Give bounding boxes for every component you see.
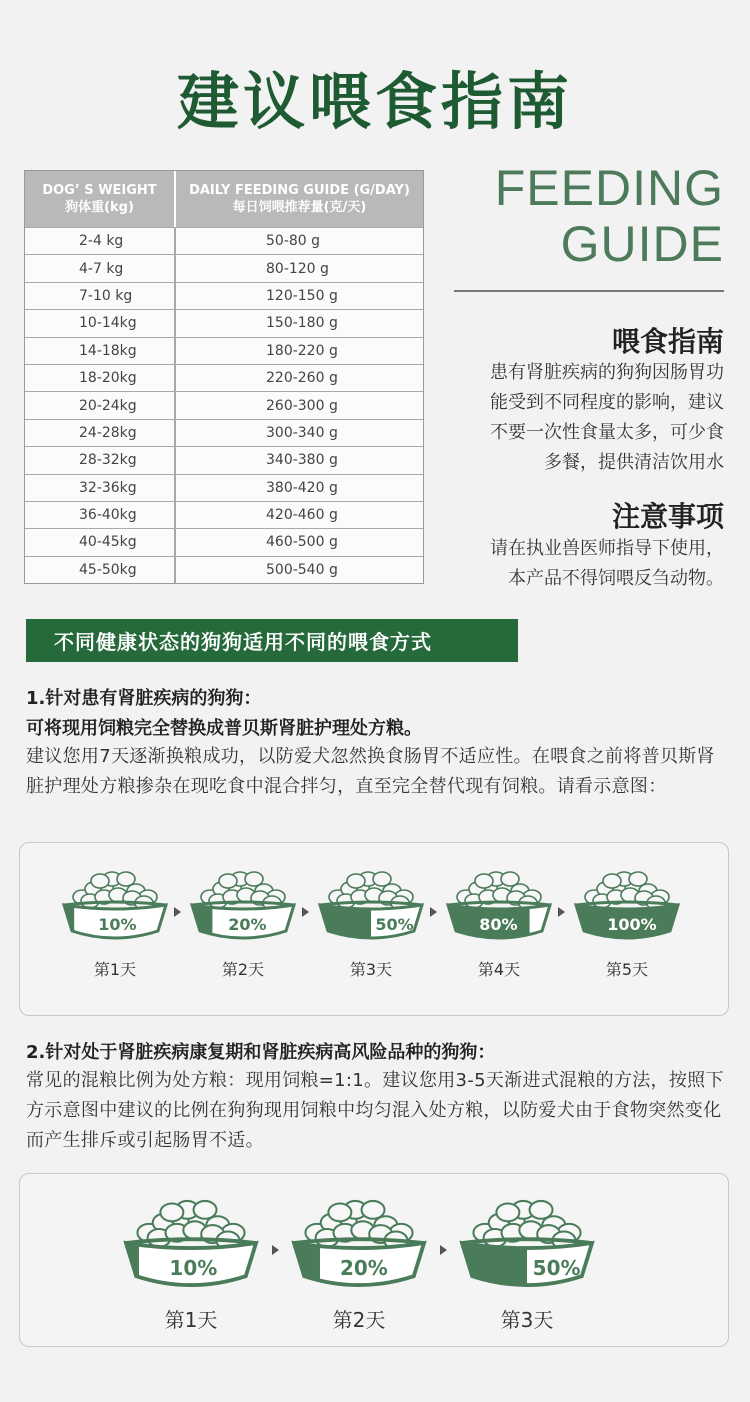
section1-heading1: 1.针对患有肾脏疾病的狗狗： [26, 688, 262, 709]
notice-line: 请在执业兽医师指导下使用， [490, 538, 724, 559]
table-row [25, 227, 423, 254]
header-guide-cn: 每日饲喂推荐量(克/天) [232, 200, 367, 215]
bowl-percent: 80% [479, 915, 518, 935]
bowl-percent: 20% [339, 1256, 388, 1281]
guide-text [490, 358, 724, 478]
weight-cell: 24-28kg [25, 420, 176, 446]
day-label: 第2天 [221, 960, 265, 979]
bowl-step [456, 1192, 598, 1333]
amount-cell: 340-380 g [266, 452, 338, 469]
guide-line: 多餐，提供清洁饮用水 [544, 452, 724, 473]
section2-body: 常见的混粮比例为处方粮：现用饲粮=1:1。建议您用3-5天渐进式混粮的方法，按照下方示意图中建议的比例在狗狗现用饲粮中均匀混入处方粮，以防爱犬由于食物突然变化而产生排斥或引起肠胃不适。 [26, 1070, 724, 1151]
weight-cell: 36-40kg [25, 502, 176, 528]
bowl-step [188, 865, 298, 980]
bowl-step [444, 865, 554, 980]
amount-cell: 300-340 g [266, 424, 338, 441]
guide-line: 不要一次性食量太多，可少食 [490, 422, 724, 443]
table-row [25, 419, 423, 446]
day-label: 第4天 [477, 960, 521, 979]
header-weight-en: DOG’ S WEIGHT [42, 183, 157, 198]
bowl-step [316, 865, 426, 980]
day-label: 第1天 [93, 960, 137, 979]
amount-cell: 260-300 g [266, 397, 338, 414]
section-banner: 不同健康状态的狗狗适用不同的喂食方式 [26, 619, 518, 662]
day-label: 第3天 [349, 960, 393, 979]
table-row [25, 446, 423, 473]
arrow-right-icon [430, 907, 437, 917]
weight-cell: 7-10 kg [25, 283, 176, 309]
bowl-percent: 10% [169, 1256, 218, 1281]
feeding-line1: FEEDING [494, 160, 724, 216]
bowl-step [288, 1192, 430, 1333]
arrow-right-icon [558, 907, 565, 917]
day-label: 第2天 [332, 1308, 386, 1332]
bowl-percent: 10% [98, 915, 137, 935]
arrow-right-icon [174, 907, 181, 917]
amount-cell: 380-420 g [266, 479, 338, 496]
bowl-step [572, 865, 682, 980]
table-row [25, 282, 423, 309]
day-label: 第3天 [500, 1308, 554, 1332]
notice-title: 注意事项 [611, 500, 724, 533]
day-label: 第1天 [164, 1308, 218, 1332]
table-row [25, 364, 423, 391]
section2-heading: 2.针对处于肾脏疾病康复期和肾脏疾病高风险品种的狗狗： [26, 1042, 496, 1063]
bowl-percent: 20% [228, 915, 267, 935]
weight-cell: 28-32kg [25, 447, 176, 473]
diagram-box-1 [19, 842, 729, 1016]
table-row [25, 254, 423, 281]
bowl-percent: 50% [375, 915, 414, 935]
weight-cell: 10-14kg [25, 310, 176, 336]
guide-title: 喂食指南 [611, 325, 724, 358]
weight-cell: 14-18kg [25, 338, 176, 364]
divider [454, 290, 724, 292]
header-guide-en: DAILY FEEDING GUIDE (G/DAY) [189, 183, 410, 198]
header-weight-cn: 狗体重(kg) [65, 200, 134, 215]
guide-line: 能受到不同程度的影响，建议 [490, 392, 724, 413]
amount-cell: 460-500 g [266, 534, 338, 551]
weight-cell: 4-7 kg [25, 255, 176, 281]
amount-cell: 420-460 g [266, 507, 338, 524]
weight-cell: 20-24kg [25, 392, 176, 418]
notice-line: 本产品不得饲喂反刍动物。 [508, 568, 724, 589]
bowl-percent: 100% [607, 915, 657, 935]
amount-cell: 120-150 g [266, 287, 338, 304]
amount-cell: 180-220 g [266, 342, 338, 359]
table-row [25, 556, 423, 583]
bowl-step [60, 865, 170, 980]
guide-line: 患有肾脏疾病的狗狗因肠胃功 [490, 362, 724, 383]
amount-cell: 150-180 g [266, 315, 338, 332]
section1-heading2: 可将现用饲粮完全替换成普贝斯肾脏护理处方粮。 [26, 718, 422, 739]
weight-cell: 45-50kg [25, 557, 176, 583]
arrow-right-icon [302, 907, 309, 917]
amount-cell: 80-120 g [266, 260, 329, 277]
feeding-line2: GUIDE [560, 216, 724, 272]
table-header [25, 171, 423, 227]
table-row [25, 309, 423, 336]
section1-body: 建议您用7天逐渐换粮成功，以防爱犬忽然换食肠胃不适应性。在喂食之前将普贝斯肾脏护理处方粮掺杂在现吃食中混合拌匀，直至完全替代现有饲粮。请看示意图： [26, 746, 715, 797]
feeding-table [24, 170, 424, 584]
weight-cell: 32-36kg [25, 475, 176, 501]
arrow-right-icon [440, 1245, 447, 1255]
table-row [25, 501, 423, 528]
table-row [25, 337, 423, 364]
page-title: 建议喂食指南 [176, 65, 573, 138]
table-row [25, 528, 423, 555]
diagram-box-2 [19, 1173, 729, 1347]
weight-cell: 40-45kg [25, 529, 176, 555]
feeding-guide-heading [495, 160, 724, 272]
table-row [25, 391, 423, 418]
bowl-percent: 50% [532, 1256, 581, 1281]
arrow-right-icon [272, 1245, 279, 1255]
weight-cell: 18-20kg [25, 365, 176, 391]
notice-text [490, 534, 724, 594]
weight-cell: 2-4 kg [25, 228, 176, 254]
amount-cell: 500-540 g [266, 561, 338, 578]
day-label: 第5天 [605, 960, 649, 979]
bowl-step [120, 1192, 262, 1333]
amount-cell: 50-80 g [266, 233, 321, 250]
amount-cell: 220-260 g [266, 370, 338, 387]
table-row [25, 474, 423, 501]
